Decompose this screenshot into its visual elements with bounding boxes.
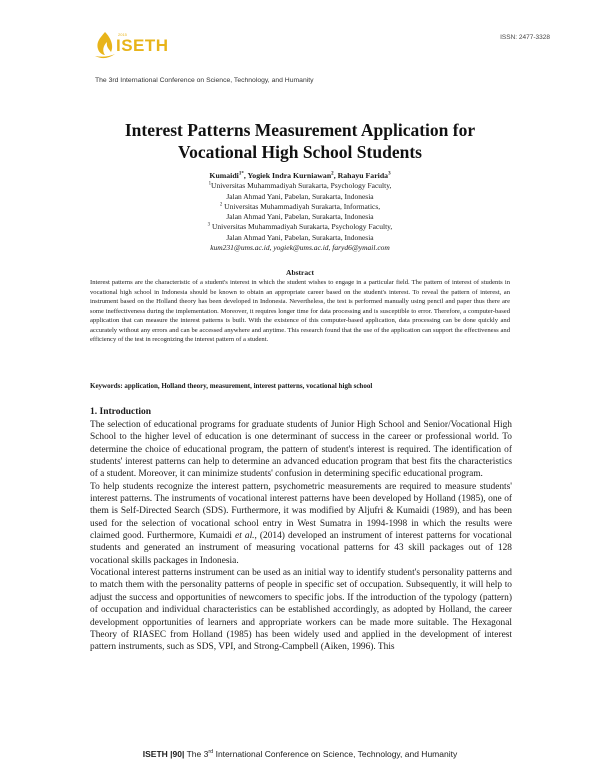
section-heading-introduction: 1. Introduction <box>90 407 152 417</box>
paragraph-1: The selection of educational programs for graduate students of Junior High School and Senior/Vocational High School to the higher level of education is one determinant of success in the career or professional world. To determine the choice of educational program, the pattern of student's interest is required. The identification of students' interest patterns can help to determine an advanced education program that best fits the characteristics of a student. Moreover, it can minimize students' confusion in determining specific educational program. <box>90 420 512 480</box>
body-text <box>90 419 512 654</box>
issn-label: ISSN: 2477-3328 <box>500 34 550 41</box>
affiliation-3-address: Jalan Ahmad Yani, Pabelan, Surakarta, Indonesia <box>226 232 374 242</box>
abstract-text: Interest patterns are the characteristic of a student's interest in which the student wishes to engage in a particular field. The pattern of interest of students in vocational high school in Indonesia should be known to obtain an appropriate career based on the student's interest. To reveal the pattern of interest, an instrument based on the Holland theory has been developed in Indonesia. Nevertheless, the test is performed manually using pencil and paper thus there are some ineffectiveness during the implementation. Moreover, it requires longer time for data processing and is susceptible to error. Therefore, a computer-based application that can measure the interest patterns is built. With the existence of this computer-based application, data processing can be done quickly and accurately without any errors and can be accessed anywhere and anytime. This research found that the use of the application can support the effectiveness and efficiency of the test in recognizing the interest pattern of a student. <box>90 279 510 343</box>
logo-year: 2015 <box>118 32 127 37</box>
affiliation-2-address: Jalan Ahmad Yani, Pabelan, Surakarta, Indonesia <box>226 212 374 222</box>
affiliation-3: $^3$ Universitas Muhammadiyah Surakarta, Psychology Faculty, <box>207 222 393 232</box>
author-emails: kum231@ums.ac.id, yogiek@ums.ac.id, faryd6@ymail.com <box>210 243 390 253</box>
conference-header: The 3rd International Conference on Science, Technology, and Humanity <box>95 77 314 84</box>
title-line-2: Vocational High School Students <box>178 142 422 162</box>
page-footer: ISETH |90| The 3rd International Conference on Science, Technology, and Humanity <box>142 749 458 759</box>
author-block <box>60 171 540 253</box>
author-names: Kumaidi$^{1*}$, Yogiek Indra Kurniawan$^2$, Rahayu Farida$^3$ <box>209 170 391 180</box>
iseth-logo <box>92 30 182 66</box>
affiliation-1: $^1$Universitas Muhammadiyah Surakarta, Psychology Faculty, <box>208 181 392 191</box>
affiliation-1-address: Jalan Ahmad Yani, Pabelan, Surakarta, Indonesia <box>226 191 374 201</box>
abstract-heading: Abstract <box>286 268 314 277</box>
title-line-1: Interest Patterns Measurement Application for <box>124 120 476 140</box>
paper-title <box>60 119 540 163</box>
paragraph-2: To help students recognize the interest pattern, psychometric measurements are required to measure students' interest patterns. The instruments of vocational interest patterns have been developed by Holland (1985), one of them is Self-Directed Search (SDS). Furthermore, it was modified by Aljufri & Kumaidi (1989), and has been used for the selection of vocational school entry in West Sumatra in 1994-1998 in which the results were claimed good. Furthermore, Kumaidi et al., (2014) developed an instrument of interest patterns for vocational students and generated an instrument of measuring vocational patterns for 43 skill packages out of 128 vocational skills packages in Indonesia. <box>90 481 512 566</box>
logo-text: ISETH <box>116 36 169 55</box>
affiliation-2: $^2$ Universitas Muhammadiyah Surakarta, Informatics, <box>219 201 381 211</box>
torch-icon <box>92 30 118 64</box>
keywords: Keywords: application, Holland theory, measurement, interest patterns, vocational high school <box>90 382 373 390</box>
paragraph-3: Vocational interest patterns instrument can be used as an initial way to identify student's personality patterns and to match them with the personality patterns of people in specific set of occupation. Subsequently, it will help to adjust the success and opportunities of newcomers to specific jobs. If the introduction of the typology (pattern) of occupation and individual characteristics can be established accordingly, as adopted by Holland, the career development opportunities of learners and appropriate workers can be made more suitable. The Hexagonal Theory of RIASEC from Holland (1985) has been widely used and applied in the development of interest pattern instruments, such as SDS, VPI, and Strong-Campbell (Aiken, 1996). This <box>90 568 512 653</box>
